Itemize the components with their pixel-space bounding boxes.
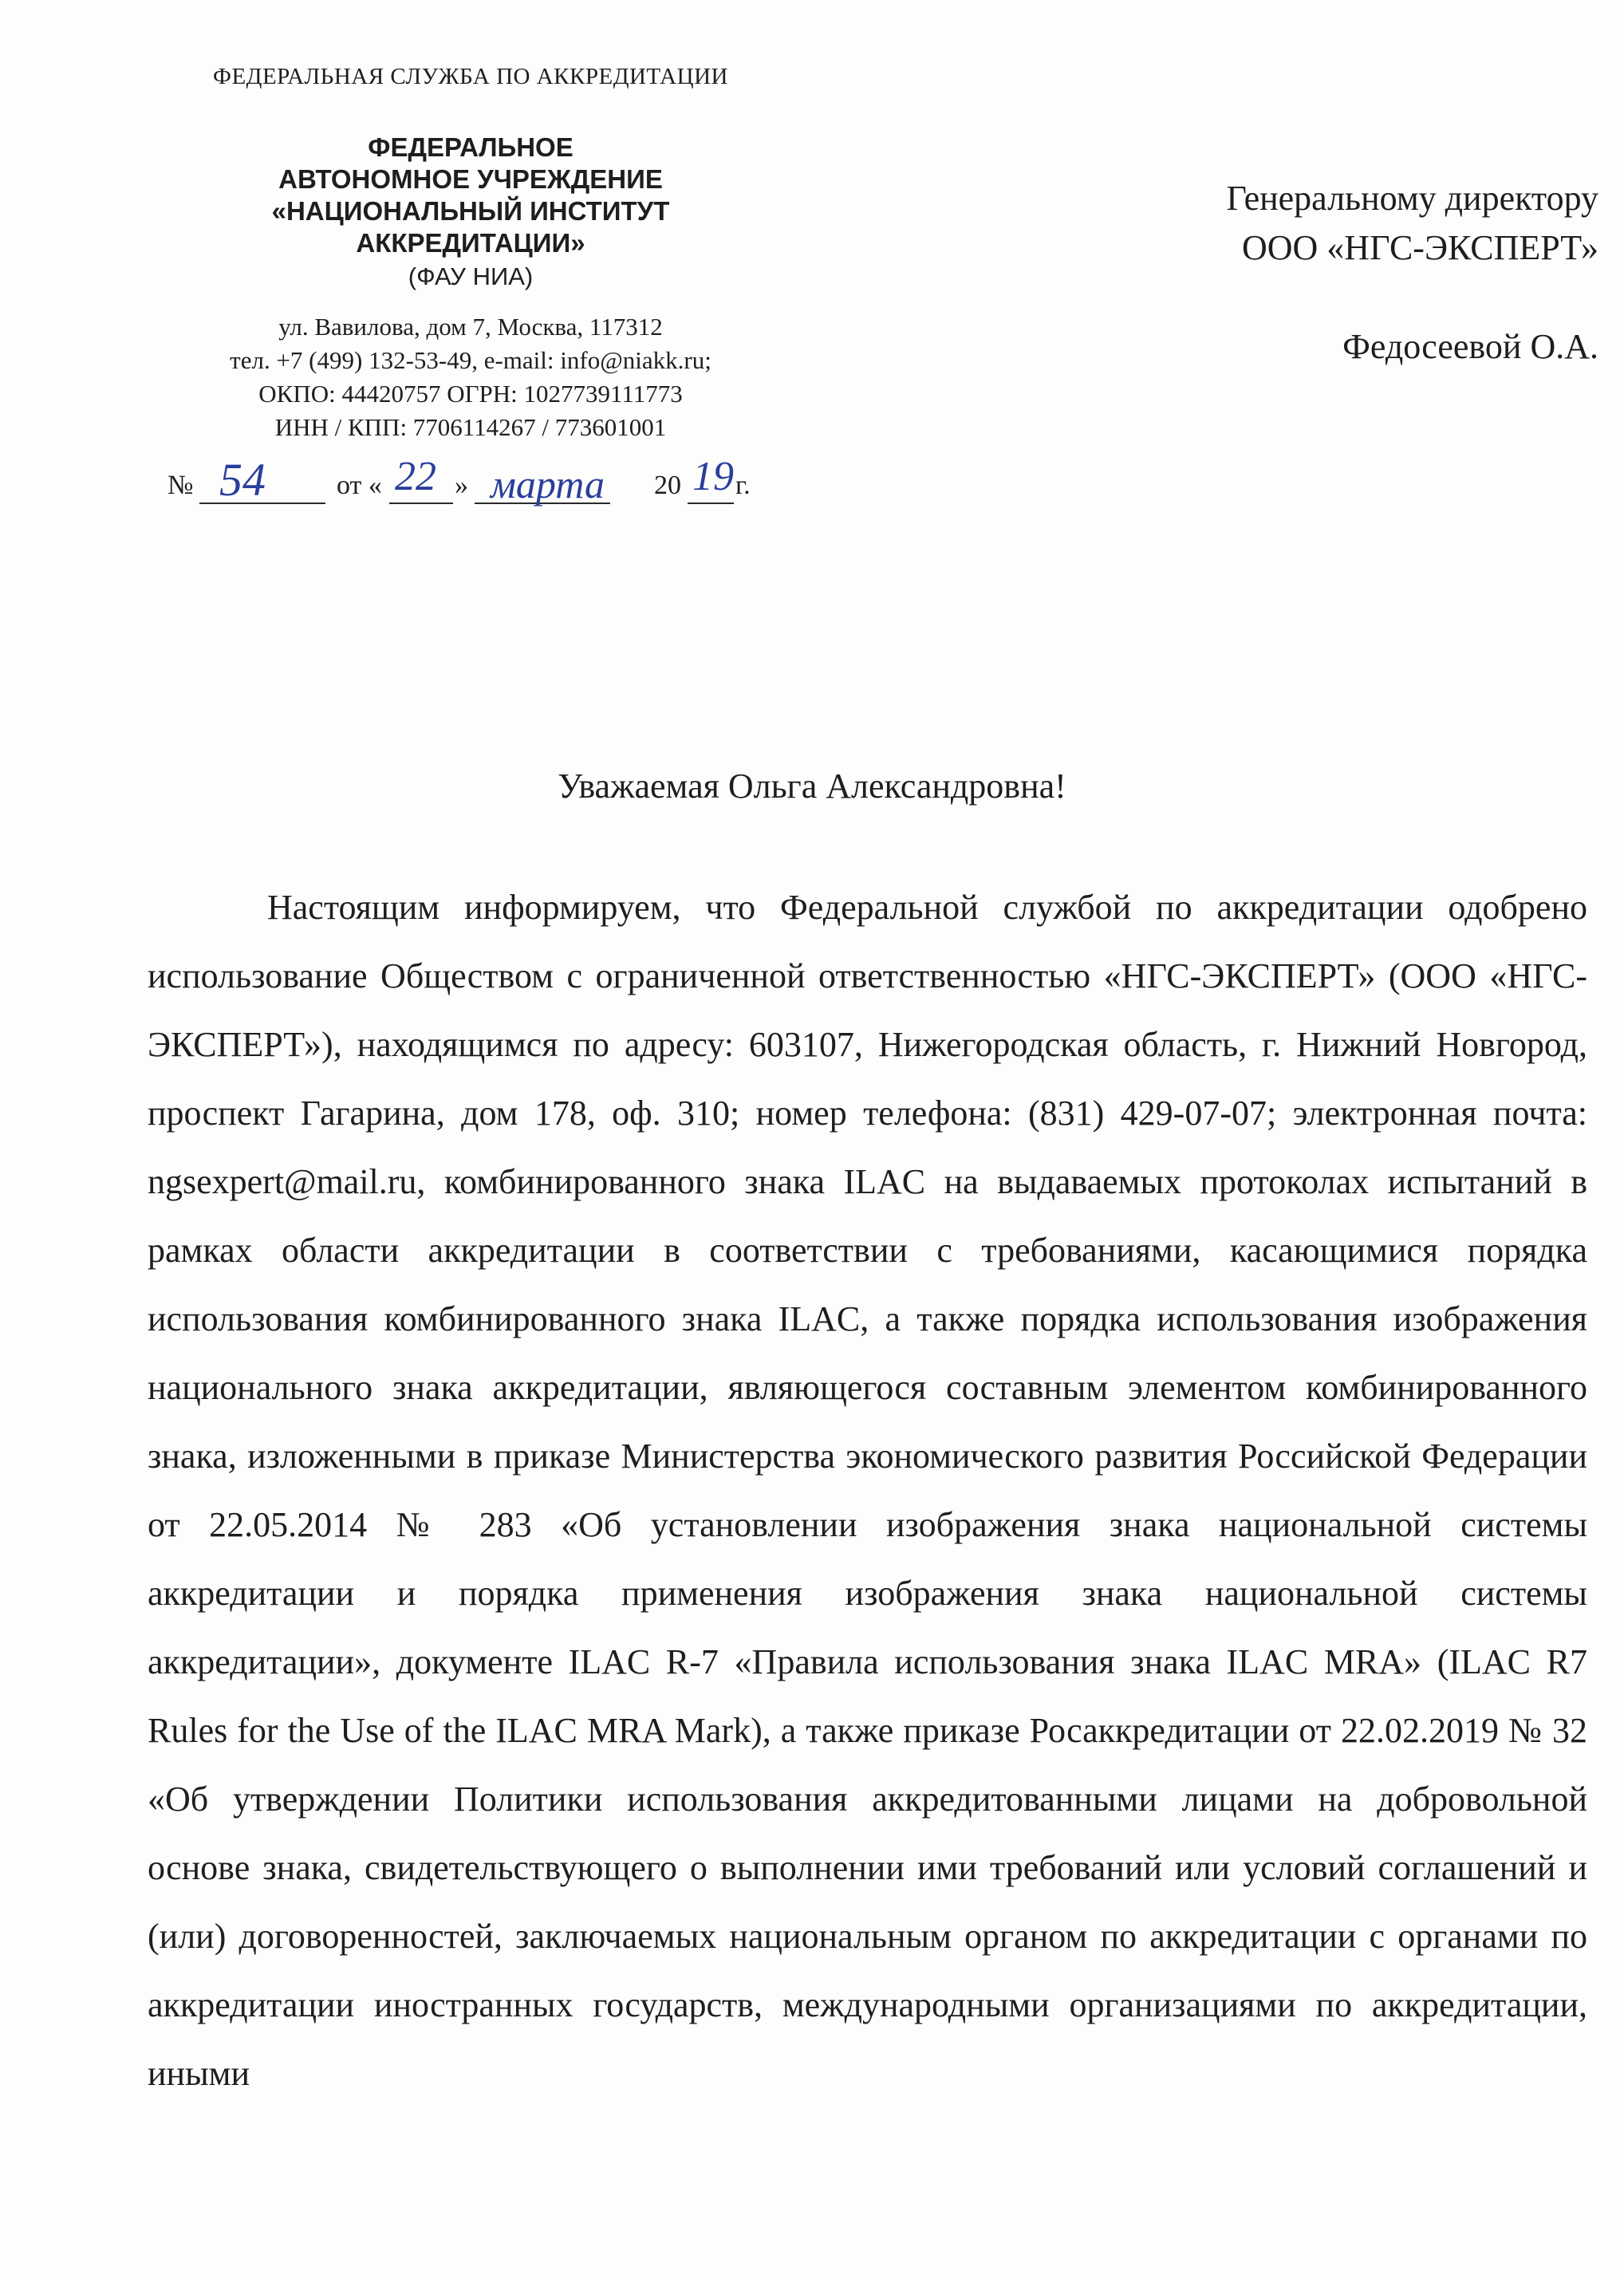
number-label: № <box>168 471 194 500</box>
addressee-company: ООО «НГС-ЭКСПЕРТ» <box>1241 228 1598 267</box>
year-label: г. <box>735 471 751 500</box>
org-name-line-2: АВТОНОМНОЕ УЧРЕЖДЕНИЕ <box>278 164 663 194</box>
sender-address: ул. Вавилова, дом 7, Москва, 117312 <box>278 313 663 341</box>
agency-name: ФЕДЕРАЛЬНАЯ СЛУЖБА ПО АККРЕДИТАЦИИ <box>213 64 728 89</box>
org-name-line-4: АККРЕДИТАЦИИ» <box>356 228 585 258</box>
addressee-block <box>1226 174 1598 372</box>
sender-block <box>152 64 790 444</box>
addressee-name: Федосеевой О.А. <box>1342 327 1598 366</box>
sender-phone-email: тел. +7 (499) 132-53-49, e-mail: info@niakk.ru; <box>230 346 711 374</box>
sender-okpo-ogrn: ОКПО: 44420757 ОГРН: 1027739111773 <box>258 380 683 408</box>
handwritten-year: 19 <box>692 454 734 499</box>
addressee-spacer <box>1226 273 1598 322</box>
handwritten-day: 22 <box>395 454 436 499</box>
handwritten-month: марта <box>491 462 605 506</box>
org-abbreviation: (ФАУ НИА) <box>408 262 534 290</box>
year-blank <box>688 503 734 504</box>
sender-inn-kpp: ИНН / КПП: 7706114267 / 773601001 <box>274 413 667 441</box>
year-prefix: 20 <box>654 471 681 500</box>
day-blank <box>389 503 453 504</box>
org-name-line-3: «НАЦИОНАЛЬНЫЙ ИНСТИТУТ <box>271 196 670 226</box>
registration-line <box>168 453 806 509</box>
salutation: Уважаемая Ольга Александровна! <box>558 767 1066 806</box>
body-paragraph: Настоящим информируем, что Федеральной службой по аккредитации одобрено использование Обществом с ограниченной ответственностью «НГС-ЭКСПЕРТ» (ООО «НГС-ЭКСПЕРТ»), находящимся по адресу: 603107, Нижегородская область, г. Нижний Новгород, проспект Гагарина, дом 178, оф. 310; номер телефона: (831) 429-07-07; электронная почта: ngsexpert@mail.ru, комбинированного знака ILAC на выдаваемых протоколах испытаний в рамках области аккредитации в соответствии с требованиями, касающимися порядка использования комбинированного знака ILAC, а также порядка использования изображения национального знака аккредитации, являющегося составным элементом комбинированного знака, изложенными в приказе Министерства экономического развития Российской Федерации от 22.05.2014 № 283 «Об установлении изображения знака национальной системы аккредитации и порядка применения изображения знака национальной системы аккредитации», документе ILAC R-7 «Правила использования знака ILAC MRA» (ILAC R7 Rules for the Use of the ILAC MRA Mark), а также приказе Росаккредитации от 22.02.2019 № 32 «Об утверждении Политики использования аккредитованными лицами на добровольной основе знака, свидетельствующего о выполнении ими требований или условий соглашений и (или) договоренностей, заключаемых национальным органом по аккредитации с органами по аккредитации иностранных государств, международными организациями по аккредитации, иными <box>148 888 1587 2093</box>
handwritten-number: 54 <box>219 454 266 506</box>
close-quote: » <box>455 471 468 500</box>
from-label: от « <box>337 471 382 500</box>
org-name-line-1: ФЕДЕРАЛЬНОЕ <box>368 132 574 162</box>
addressee-position: Генеральному директору <box>1226 179 1598 218</box>
